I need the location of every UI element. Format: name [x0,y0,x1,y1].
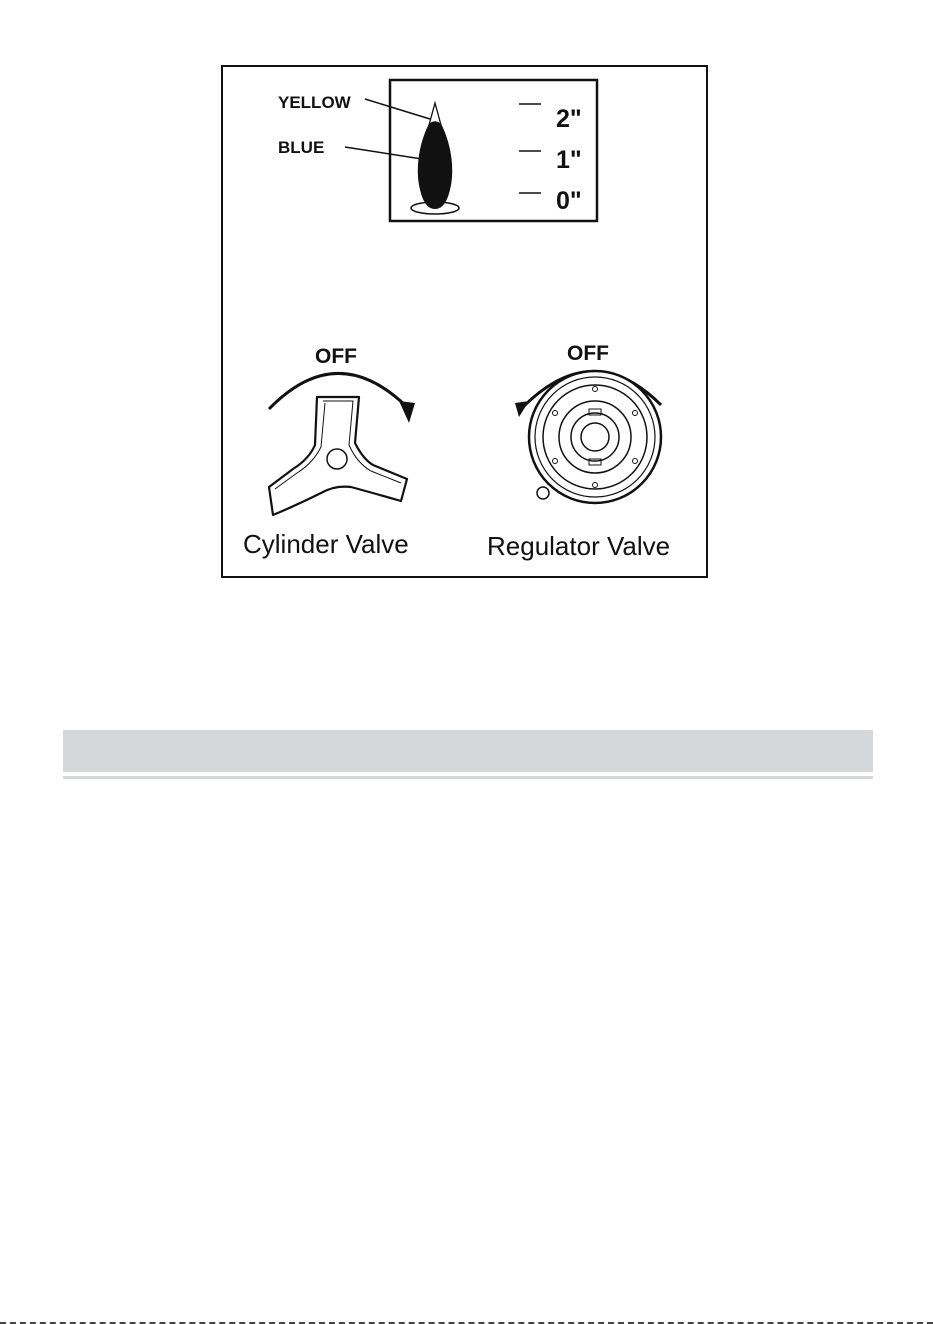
scale-label-1: 1" [556,146,582,174]
blue-label: BLUE [278,138,325,157]
regulator-lug [537,487,549,499]
section-divider [63,776,873,779]
figure-frame [221,65,708,578]
regulator-bolt [633,411,638,416]
clockwise-arrowhead [399,401,415,423]
yellow-label: YELLOW [278,93,351,112]
off-label-regulator: OFF [567,342,609,365]
regulator-bolt [553,411,558,416]
scale-label-0: 0" [556,187,582,215]
scale-label-2: 2" [556,105,582,133]
cylinder-center-hole [327,449,347,469]
regulator-valve-label: Regulator Valve [487,531,671,561]
regulator-center [581,423,609,451]
figure-svg [223,67,710,580]
cylinder-valve-illustration [243,345,415,559]
regulator-bolt [553,459,558,464]
regulator-bolt [633,459,638,464]
regulator-bolt [593,387,598,392]
regulator-bolt [593,483,598,488]
flame-diagram [278,80,597,221]
section-header-bar [63,730,873,772]
regulator-valve-illustration [487,342,670,561]
cylinder-valve-label: Cylinder Valve [243,529,409,559]
counterclockwise-arrowhead [515,401,529,417]
off-label-cylinder: OFF [315,345,357,368]
